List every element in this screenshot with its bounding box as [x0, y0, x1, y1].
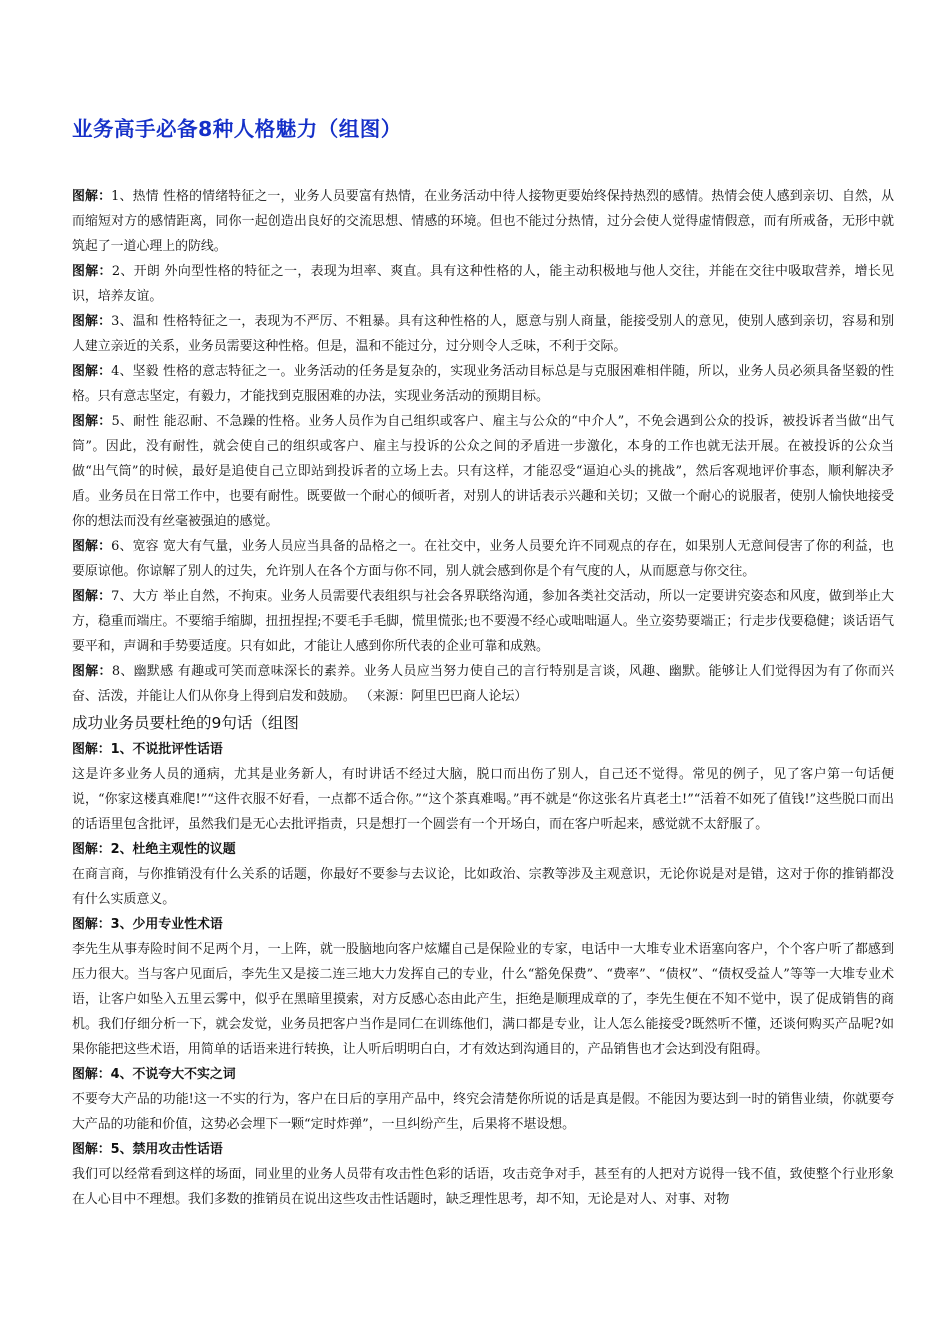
- item-text: 3、温和 性格特征之一，表现为不严厉、不粗暴。具有这种性格的人，愿意与别人商量，能接受别人的意见，使别人感到亲切，容易和别人建立亲近的关系，业务员需要这种性格。但是，温和不能过分，过分则令人乏味，不利于交际。: [72, 314, 895, 354]
- item-label: 图解：: [72, 264, 112, 279]
- item-text: 1、热情 性格的情绪特征之一，业务人员要富有热情，在业务活动中待人接物更要始终保持热烈的感情。热情会使人感到亲切、自然，从而缩短对方的感情距离，同你一起创造出良好的交流思想、情感的环境。但也不能过分热情，过分会使人觉得虚情假意，而有所戒备，无形中就筑起了一道心理上的防线。: [72, 189, 895, 254]
- item-1: [72, 184, 894, 259]
- item-4: [72, 359, 894, 409]
- item-label: 图解：: [72, 189, 112, 204]
- page-title: 业务高手必备8种人格魅力（组图）: [72, 117, 402, 141]
- section-heading: 图解：1、不说批评性话语: [72, 742, 223, 757]
- item-label: 图解：: [72, 664, 112, 679]
- item-text: 2、开朗 外向型性格的特征之一，表现为坦率、爽直。具有这种性格的人，能主动积极地与他人交往，并能在交往中吸取营养，增长见识，培养友谊。: [72, 264, 895, 304]
- item-text: 5、耐性 能忍耐、不急躁的性格。业务人员作为自己组织或客户、雇主与公众的“中介人”，不免会遇到公众的投诉，被投诉者当做“出气筒”。因此，没有耐性，就会使自己的组织或客户、雇主与投诉的公众之间的矛盾进一步激化，本身的工作也就无法开展。在被投诉的公众当做“出气筒”的时候，最好是追使自己立即站到投诉者的立场上去。只有这样，才能忍受“逼迫心头的挑战”，然后客观地评价事态，顺利解决矛盾。业务员在日常工作中，也要有耐性。既要做一个耐心的倾听者，对别人的讲话表示兴趣和关切；又做一个耐心的说服者，使别人愉快地接受你的想法而没有丝毫被强迫的感觉。: [72, 414, 894, 529]
- item-3: [72, 309, 894, 359]
- section-body: 李先生从事寿险时间不足两个月，一上阵，就一股脑地向客户炫耀自己是保险业的专家，电话中一大堆专业术语塞向客户，个个客户听了都感到压力很大。当与客户见面后，李先生又是接二连三地大力发挥自己的专业，什么“豁免保费”、“费率”、“债权”、“债权受益人”等等一大堆专业术语，让客户如坠入五里云雾中，似乎在黑暗里摸索，对方反感心态由此产生，拒绝是顺理成章的了，李先生便在不知不觉中，误了促成销售的商机。我们仔细分析一下，就会发觉，业务员把客户当作是同仁在训练他们，满口都是专业，让人怎么能接受?既然听不懂，还谈何购买产品呢?如果你能把这些术语，用简单的话语来进行转换，让人听后明明白白，才有效达到沟通目的，产品销售也才会达到没有阻碍。: [72, 942, 894, 1057]
- section-heading: 图解：3、少用专业性术语: [72, 917, 223, 932]
- section-body: 这是许多业务人员的通病，尤其是业务新人，有时讲话不经过大脑，脱口而出伤了别人，自己还不觉得。常见的例子，见了客户第一句话便说，“你家这楼真难爬!”“这件衣服不好看，一点都不适合你。”“这个茶真难喝。”再不就是“你这张名片真老土!”“活着不如死了值钱!”这些脱口而出的话语里包含批评，虽然我们是无心去批评指责，只是想打一个圆尝有一个开场白，而在客户听起来，感觉就不太舒服了。: [72, 767, 894, 832]
- item-label: 图解：: [72, 589, 112, 604]
- item-5: [72, 409, 894, 534]
- part1-list: [72, 184, 894, 709]
- item-label: 图解：: [72, 364, 112, 379]
- document-page: [72, 112, 894, 1212]
- item-text: 6、宽容 宽大有气量，业务人员应当具备的品格之一。在社交中，业务人员要允许不同观点的存在，如果别人无意间侵害了你的利益，也要原谅他。你谅解了别人的过失，允许别人在各个方面与你不同，别人就会感到你是个有气度的人，从而愿意与你交往。: [72, 539, 895, 579]
- section-body: 不要夸大产品的功能!这一不实的行为，客户在日后的享用产品中，终究会清楚你所说的话是真是假。不能因为要达到一时的销售业绩，你就要夸大产品的功能和价值，这势必会埋下一颗“定时炸弹”，一旦纠纷产生，后果将不堪设想。: [72, 1092, 894, 1132]
- item-6: [72, 534, 894, 584]
- section-body: 我们可以经常看到这样的场面，同业里的业务人员带有攻击性色彩的话语，攻击竞争对手，甚至有的人把对方说得一钱不值，致使整个行业形象在人心目中不理想。我们多数的推销员在说出这些攻击性话题时，缺乏理性思考，却不知，无论是对人、对事、对物: [72, 1167, 894, 1207]
- item-8: [72, 659, 894, 709]
- section-heading: 图解：2、杜绝主观性的议题: [72, 842, 236, 857]
- item-label: 图解：: [72, 414, 112, 429]
- item-label: 图解：: [72, 539, 112, 554]
- section-heading: 图解：5、禁用攻击性话语: [72, 1142, 223, 1157]
- part2-sections: [72, 737, 894, 1212]
- item-text: 4、坚毅 性格的意志特征之一。业务活动的任务是复杂的，实现业务活动目标总是与克服困难相伴随，所以，业务人员必须具备坚毅的性格。只有意志坚定，有毅力，才能找到克服困难的办法，实现业务活动的预期目标。: [72, 364, 895, 404]
- item-text: 8、幽默感 有趣或可笑而意味深长的素养。业务人员应当努力使自己的言行特别是言谈，风趣、幽默。能够让人们觉得因为有了你而兴奋、活泼，并能让人们从你身上得到启发和鼓励。 （来源：阿里巴巴商人论坛）: [72, 664, 895, 704]
- item-2: [72, 259, 894, 309]
- item-text: 7、大方 举止自然，不拘束。业务人员需要代表组织与社会各界联络沟通，参加各类社交活动，所以一定要讲究姿态和风度，做到举止大方，稳重而端庄。不要缩手缩脚，扭扭捏捏;不要毛手毛脚，慌里慌张;也不要漫不经心或咄咄逼人。坐立姿势要端正；行走步伐要稳健；谈话语气要平和，声调和手势要适度。只有如此，才能让人感到你所代表的企业可靠和成熟。: [72, 589, 895, 654]
- section-heading: 图解：4、不说夸大不实之词: [72, 1067, 236, 1082]
- section-subtitle: 成功业务员要杜绝的9句话（组图: [72, 714, 299, 732]
- item-7: [72, 584, 894, 659]
- section-body: 在商言商，与你推销没有什么关系的话题，你最好不要参与去议论，比如政治、宗教等涉及主观意识，无论你说是对是错，这对于你的推销都没有什么实质意义。: [72, 867, 894, 907]
- item-label: 图解：: [72, 314, 112, 329]
